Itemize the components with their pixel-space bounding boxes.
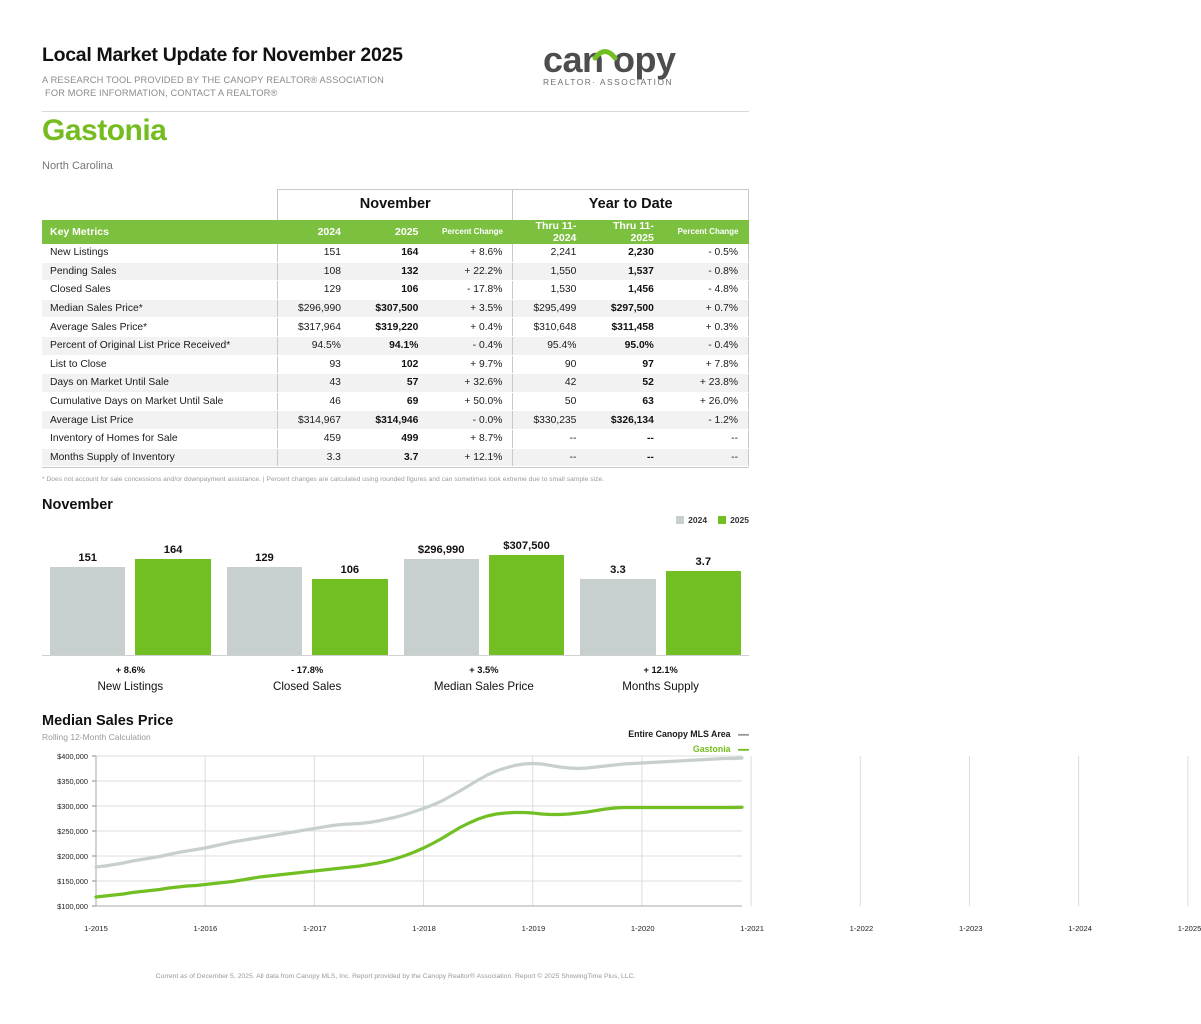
legend-label-entire-mls: Entire Canopy MLS Area — [628, 729, 731, 740]
x-axis-tick-label: 1-2023 — [958, 924, 983, 934]
bar-value-label: 3.7 — [695, 556, 712, 569]
y-axis-tick-label: $200,000 — [57, 851, 88, 861]
cell-cur-month: 102 — [355, 355, 432, 374]
bar-pct-change-label: - 17.8% — [291, 665, 324, 676]
cell-ytd-cur: -- — [590, 429, 667, 448]
bar-category-label-group — [396, 665, 573, 693]
x-axis-tick-label: 1-2021 — [740, 924, 764, 934]
cell-ytd-cur: 1,456 — [590, 281, 667, 300]
footer-note: Current as of December 5, 2025. All data from Canopy MLS, Inc. Report provided by the Canopy Realtor® Association. Report © 2025 ShowingTime Plus, LLC. — [155, 973, 636, 980]
cell-ytd-cur: $297,500 — [590, 299, 667, 318]
bar-category-label-group — [572, 665, 749, 693]
cell-ytd-pct-change: -- — [668, 429, 749, 448]
cell-ytd-pct-change: - 1.2% — [668, 411, 749, 430]
bar-2025 — [312, 564, 387, 655]
cell-ytd-prev: -- — [513, 429, 590, 448]
cell-ytd-prev: 50 — [513, 392, 590, 411]
y-axis-tick-label: $250,000 — [57, 826, 88, 836]
table-row — [42, 318, 749, 337]
table-bottom-border — [42, 467, 749, 468]
table-row — [42, 355, 749, 374]
y-axis-tick-label: $100,000 — [57, 901, 88, 911]
legend-label-2024: 2024 — [688, 515, 708, 526]
page-title: Local Market Update for November 2025 — [42, 44, 403, 66]
table-group-header-row — [42, 190, 749, 220]
bar-fill — [135, 559, 210, 655]
cell-ytd-prev: 95.4% — [513, 336, 590, 355]
bar-chart-legend — [676, 515, 749, 525]
x-axis-tick-label: 1-2016 — [193, 924, 218, 934]
canopy-logo — [529, 36, 707, 98]
cell-metric-name: Days on Market Until Sale — [42, 374, 277, 393]
cell-ytd-cur: 52 — [590, 374, 667, 393]
table-row — [42, 336, 749, 355]
cell-ytd-pct-change: + 0.7% — [668, 299, 749, 318]
cell-ytd-pct-change: - 0.5% — [668, 244, 749, 263]
table-column-header-row — [42, 220, 749, 244]
cell-pct-change: + 8.7% — [432, 429, 513, 448]
table-row — [42, 281, 749, 300]
cell-ytd-prev: 1,530 — [513, 281, 590, 300]
bar-fill — [227, 567, 302, 655]
cell-ytd-cur: 1,537 — [590, 262, 667, 281]
cell-ytd-cur: $311,458 — [590, 318, 667, 337]
bar-category-label: Closed Sales — [272, 680, 342, 694]
bar-value-label: 129 — [255, 552, 274, 565]
bar-category-label-group — [219, 665, 396, 693]
legend-swatch-2025 — [718, 516, 726, 524]
bar-pct-change-label: + 3.5% — [469, 665, 499, 676]
bar-chart-category-labels — [42, 665, 749, 693]
legend-item-2024 — [676, 515, 707, 525]
bar-category-label: Median Sales Price — [433, 680, 534, 694]
table-row — [42, 411, 749, 430]
cell-metric-name: Average List Price — [42, 411, 277, 430]
line-chart-plot — [42, 750, 749, 922]
subtitle-line-1: A RESEARCH TOOL PROVIDED BY THE CANOPY REALTOR® ASSOCIATION — [42, 75, 385, 85]
subtitle-line-2: FOR MORE INFORMATION, CONTACT A REALTOR® — [45, 87, 278, 98]
header-divider — [42, 111, 749, 112]
bar-pct-change-label: + 12.1% — [643, 665, 678, 676]
key-metrics-table — [42, 189, 749, 483]
bar-fill — [666, 571, 741, 655]
cell-ytd-prev: 90 — [513, 355, 590, 374]
bar-chart-baseline — [42, 655, 749, 656]
group-header-ytd: Year to Date — [513, 190, 749, 220]
cell-ytd-prev: $295,499 — [513, 299, 590, 318]
legend-swatch-2024 — [676, 516, 684, 524]
bar-pct-change-label: + 8.6% — [115, 665, 145, 676]
cell-prev-month: 46 — [277, 392, 354, 411]
bar-fill — [489, 555, 564, 655]
cell-prev-month: 43 — [277, 374, 354, 393]
bar-2025 — [135, 544, 210, 655]
cell-metric-name: Pending Sales — [42, 262, 277, 281]
table-row — [42, 392, 749, 411]
cell-metric-name: New Listings — [42, 244, 277, 263]
cell-prev-month: 3.3 — [277, 448, 354, 467]
x-axis-tick-label: 1-2019 — [521, 924, 546, 934]
legend-dash-gray-icon — [738, 733, 749, 737]
bar-2025 — [489, 540, 564, 655]
bar-value-label: $307,500 — [503, 540, 550, 553]
y-axis-tick-label: $400,000 — [57, 751, 88, 761]
bar-group — [396, 537, 573, 655]
col-header-pct-change: Percent Change — [432, 220, 513, 244]
x-axis-tick-label: 1-2025 — [1177, 924, 1201, 934]
cell-pct-change: - 0.4% — [432, 336, 513, 355]
cell-ytd-cur: 95.0% — [590, 336, 667, 355]
table-row — [42, 429, 749, 448]
cell-metric-name: Cumulative Days on Market Until Sale — [42, 392, 277, 411]
bar-value-label: $296,990 — [417, 544, 465, 557]
x-axis-tick-label: 1-2024 — [1068, 924, 1092, 934]
cell-metric-name: Median Sales Price* — [42, 299, 277, 318]
cell-pct-change: + 8.6% — [432, 244, 513, 263]
cell-ytd-pct-change: + 26.0% — [668, 392, 749, 411]
median-sales-price-chart — [42, 713, 1201, 938]
x-axis-tick-label: 1-2022 — [849, 924, 874, 934]
cell-ytd-cur: $326,134 — [590, 411, 667, 430]
cell-ytd-prev: $330,235 — [513, 411, 590, 430]
cell-pct-change: + 12.1% — [432, 448, 513, 467]
cell-ytd-pct-change: - 4.8% — [668, 281, 749, 300]
cell-cur-month: $314,946 — [355, 411, 432, 430]
bar-fill — [50, 567, 125, 655]
cell-prev-month: $314,967 — [277, 411, 354, 430]
x-axis-tick-label: 1-2017 — [302, 924, 327, 934]
line-chart-x-axis — [84, 922, 1201, 938]
cell-metric-name: Average Sales Price* — [42, 318, 277, 337]
cell-ytd-cur: 97 — [590, 355, 667, 374]
cell-pct-change: + 32.6% — [432, 374, 513, 393]
cell-metric-name: Percent of Original List Price Received* — [42, 336, 277, 355]
col-header-ytd-cur: Thru 11-2025 — [590, 220, 667, 244]
table-row — [42, 448, 749, 467]
y-axis-tick-label: $150,000 — [57, 876, 88, 886]
table-row — [42, 262, 749, 281]
bar-2024 — [580, 564, 655, 655]
cell-cur-month: 94.1% — [355, 336, 432, 355]
cell-cur-month: 499 — [355, 429, 432, 448]
col-header-ytd-pct-change: Percent Change — [668, 220, 749, 244]
cell-cur-month: 69 — [355, 392, 432, 411]
cell-ytd-prev: 1,550 — [513, 262, 590, 281]
cell-cur-month: 106 — [355, 281, 432, 300]
svg-text:opy: opy — [613, 39, 676, 80]
cell-pct-change: - 17.8% — [432, 281, 513, 300]
group-header-month: November — [277, 190, 512, 220]
legend-item-2025 — [718, 515, 749, 525]
table-footnote: * Does not account for sale concessions and/or downpayment assistance. | Percent changes are calculated using rounded figures and can sometimes look extreme due to small sample size. — [42, 476, 605, 484]
bar-chart-title: November — [42, 497, 113, 514]
cell-cur-month: 3.7 — [355, 448, 432, 467]
cell-pct-change: + 3.5% — [432, 299, 513, 318]
cell-pct-change: + 22.2% — [432, 262, 513, 281]
table-row — [42, 244, 749, 263]
legend-label-gastonia: Gastonia — [692, 744, 731, 755]
bar-chart-plot — [42, 537, 749, 655]
col-header-cur-year: 2025 — [355, 220, 432, 244]
bar-2024 — [227, 552, 302, 655]
bar-category-label: New Listings — [97, 680, 164, 694]
bar-2024 — [50, 552, 125, 655]
bar-group — [572, 537, 749, 655]
canopy-logo-icon — [529, 36, 707, 98]
bar-value-label: 164 — [163, 544, 183, 557]
cell-ytd-pct-change: + 7.8% — [668, 355, 749, 374]
cell-prev-month: 459 — [277, 429, 354, 448]
report-header — [42, 0, 749, 100]
bar-group — [219, 537, 396, 655]
cell-metric-name: Inventory of Homes for Sale — [42, 429, 277, 448]
bar-fill — [580, 579, 655, 655]
cell-ytd-cur: -- — [590, 448, 667, 467]
col-header-ytd-prev: Thru 11-2024 — [513, 220, 590, 244]
cell-ytd-cur: 63 — [590, 392, 667, 411]
cell-pct-change: + 0.4% — [432, 318, 513, 337]
svg-text:can: can — [543, 39, 604, 80]
cell-cur-month: 132 — [355, 262, 432, 281]
cell-ytd-prev: $310,648 — [513, 318, 590, 337]
y-axis-tick-label: $300,000 — [57, 801, 88, 811]
cell-metric-name: List to Close — [42, 355, 277, 374]
cell-prev-month: $296,990 — [277, 299, 354, 318]
cell-ytd-prev: -- — [513, 448, 590, 467]
y-axis-tick-label: $350,000 — [57, 776, 88, 786]
november-bar-chart — [42, 497, 749, 693]
cell-pct-change: + 9.7% — [432, 355, 513, 374]
cell-prev-month: 108 — [277, 262, 354, 281]
table-row — [42, 299, 749, 318]
bar-value-label: 3.3 — [610, 564, 626, 577]
bar-group — [42, 537, 219, 655]
bar-value-label: 106 — [340, 564, 360, 577]
cell-metric-name: Closed Sales — [42, 281, 277, 300]
cell-ytd-pct-change: -- — [668, 448, 749, 467]
cell-pct-change: - 0.0% — [432, 411, 513, 430]
cell-ytd-pct-change: + 0.3% — [668, 318, 749, 337]
x-axis-tick-label: 1-2018 — [412, 924, 436, 934]
legend-label-2025: 2025 — [730, 515, 749, 526]
col-header-prev-year: 2024 — [277, 220, 354, 244]
table-row — [42, 374, 749, 393]
cell-cur-month: 57 — [355, 374, 432, 393]
x-axis-tick-label: 1-2015 — [84, 924, 108, 934]
svg-text:REALTOR· ASSOCIATION: REALTOR· ASSOCIATION — [543, 77, 674, 87]
cell-prev-month: $317,964 — [277, 318, 354, 337]
cell-prev-month: 129 — [277, 281, 354, 300]
line-chart-subtitle: Rolling 12-Month Calculation — [42, 732, 151, 743]
bar-2025 — [666, 556, 741, 655]
cell-ytd-cur: 2,230 — [590, 244, 667, 263]
cell-ytd-pct-change: - 0.8% — [668, 262, 749, 281]
cell-cur-month: $319,220 — [355, 318, 432, 337]
cell-prev-month: 93 — [277, 355, 354, 374]
bar-2024 — [404, 544, 479, 655]
x-axis-tick-label: 1-2020 — [630, 924, 655, 934]
legend-entire-mls-area — [628, 729, 749, 739]
cell-prev-month: 151 — [277, 244, 354, 263]
cell-ytd-prev: 42 — [513, 374, 590, 393]
col-header-key-metrics: Key Metrics — [42, 220, 277, 244]
line-chart-title: Median Sales Price — [42, 713, 174, 730]
bar-category-label: Months Supply — [622, 680, 699, 694]
cell-ytd-pct-change: + 23.8% — [668, 374, 749, 393]
cell-cur-month: 164 — [355, 244, 432, 263]
bar-value-label: 151 — [78, 552, 98, 565]
cell-ytd-pct-change: - 0.4% — [668, 336, 749, 355]
cell-prev-month: 94.5% — [277, 336, 354, 355]
cell-metric-name: Months Supply of Inventory — [42, 448, 277, 467]
cell-ytd-prev: 2,241 — [513, 244, 590, 263]
bar-category-label-group — [42, 665, 219, 693]
cell-pct-change: + 50.0% — [432, 392, 513, 411]
bar-fill — [312, 579, 387, 655]
cell-cur-month: $307,500 — [355, 299, 432, 318]
line-series-gastonia — [96, 807, 742, 897]
city-name: Gastonia — [42, 114, 167, 147]
state-name: North Carolina — [42, 160, 113, 172]
bar-fill — [404, 559, 479, 655]
